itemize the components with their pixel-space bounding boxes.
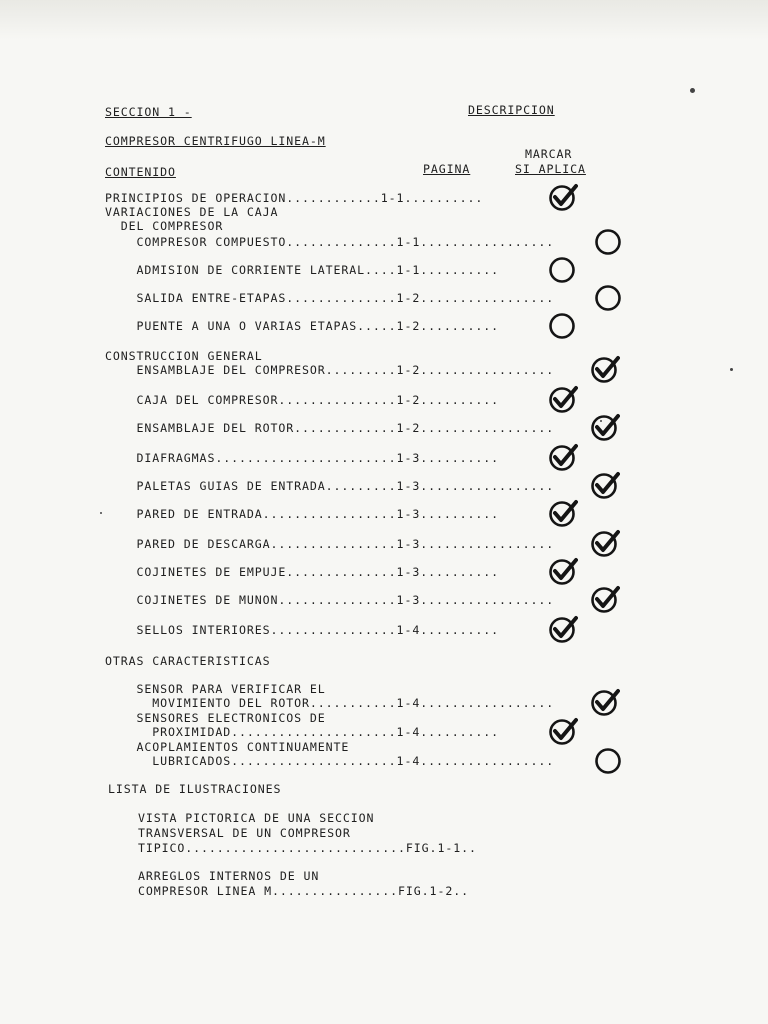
illustrations-heading: LISTA DE ILUSTRACIONES xyxy=(108,782,282,796)
contents-row: PROXIMIDAD.....................1-4.......... xyxy=(105,725,500,739)
checked-circle-icon xyxy=(548,385,578,415)
checked-circle-icon xyxy=(590,688,620,718)
mark-label-line1: MARCAR xyxy=(525,147,573,161)
page-column-label: PAGINA xyxy=(423,162,471,176)
document-title: COMPRESOR CENTRIFUGO LINEA-M xyxy=(105,134,326,148)
contents-row: COJINETES DE EMPUJE..............1-3.......... xyxy=(105,565,500,579)
illustration-2-line2: COMPRESOR LINEA M................FIG.1-2.. xyxy=(138,884,469,898)
checked-circle-icon xyxy=(590,585,620,615)
empty-circle-icon xyxy=(594,746,624,776)
contents-row: ACOPLAMIENTOS CONTINUAMENTE xyxy=(105,740,350,754)
contents-row: CAJA DEL COMPRESOR...............1-2.......... xyxy=(105,393,500,407)
contents-row: ENSAMBLAJE DEL ROTOR.............1-2................. xyxy=(105,421,555,435)
checked-circle-icon xyxy=(590,413,620,443)
contents-row: DIAFRAGMAS.......................1-3.......... xyxy=(105,451,500,465)
contents-row: PALETAS GUIAS DE ENTRADA.........1-3................. xyxy=(105,479,555,493)
contents-row: DEL COMPRESOR xyxy=(105,219,224,233)
contents-row: PARED DE ENTRADA.................1-3.......... xyxy=(105,507,500,521)
checked-circle-icon xyxy=(590,471,620,501)
checked-circle-icon xyxy=(548,717,578,747)
empty-circle-icon xyxy=(594,227,624,257)
illustration-1-line2: TRANSVERSAL DE UN COMPRESOR xyxy=(138,826,351,840)
contents-row: OTRAS CARACTERISTICAS xyxy=(105,654,271,668)
contents-row: PUENTE A UNA O VARIAS ETAPAS.....1-2.......... xyxy=(105,319,500,333)
checked-circle-icon xyxy=(548,615,578,645)
empty-circle-icon xyxy=(594,283,624,313)
contents-row: PRINCIPIOS DE OPERACION............1-1.......... xyxy=(105,191,484,205)
checked-circle-icon xyxy=(548,499,578,529)
scan-edge-shadow xyxy=(0,0,768,40)
empty-circle-icon xyxy=(548,311,578,341)
checked-circle-icon xyxy=(590,355,620,385)
contents-row: ADMISION DE CORRIENTE LATERAL....1-1.......... xyxy=(105,263,500,277)
scan-speck xyxy=(730,368,733,371)
contents-row: COJINETES DE MUNON...............1-3................. xyxy=(105,593,555,607)
contents-row: SALIDA ENTRE-ETAPAS..............1-2................. xyxy=(105,291,555,305)
contents-row: PARED DE DESCARGA................1-3................. xyxy=(105,537,555,551)
contents-row: MOVIMIENTO DEL ROTOR...........1-4................. xyxy=(105,696,555,710)
contents-label: CONTENIDO xyxy=(105,165,176,179)
mark-label-line2: SI APLICA xyxy=(515,162,586,176)
scan-speck xyxy=(600,420,602,422)
contents-row: LUBRICADOS.....................1-4................. xyxy=(105,754,555,768)
checked-circle-icon xyxy=(548,183,578,213)
contents-row: SENSORES ELECTRONICOS DE xyxy=(105,711,326,725)
illustration-2-line1: ARREGLOS INTERNOS DE UN xyxy=(138,869,320,883)
contents-row: SENSOR PARA VERIFICAR EL xyxy=(105,682,326,696)
contents-row: COMPRESOR COMPUESTO..............1-1................. xyxy=(105,235,555,249)
illustration-1-line3: TIPICO............................FIG.1-1.. xyxy=(138,841,477,855)
checked-circle-icon xyxy=(590,529,620,559)
section-description-label: DESCRIPCION xyxy=(468,103,555,117)
illustration-1-line1: VISTA PICTORICA DE UNA SECCION xyxy=(138,811,375,825)
scan-speck xyxy=(690,88,695,93)
checked-circle-icon xyxy=(548,557,578,587)
contents-row: VARIACIONES DE LA CAJA xyxy=(105,205,279,219)
checked-circle-icon xyxy=(548,443,578,473)
empty-circle-icon xyxy=(548,255,578,285)
scan-speck xyxy=(100,512,102,514)
contents-row: ENSAMBLAJE DEL COMPRESOR.........1-2................. xyxy=(105,363,555,377)
section-number: SECCION 1 - xyxy=(105,105,192,119)
contents-row: SELLOS INTERIORES................1-4.......... xyxy=(105,623,500,637)
contents-row: CONSTRUCCION GENERAL xyxy=(105,349,263,363)
